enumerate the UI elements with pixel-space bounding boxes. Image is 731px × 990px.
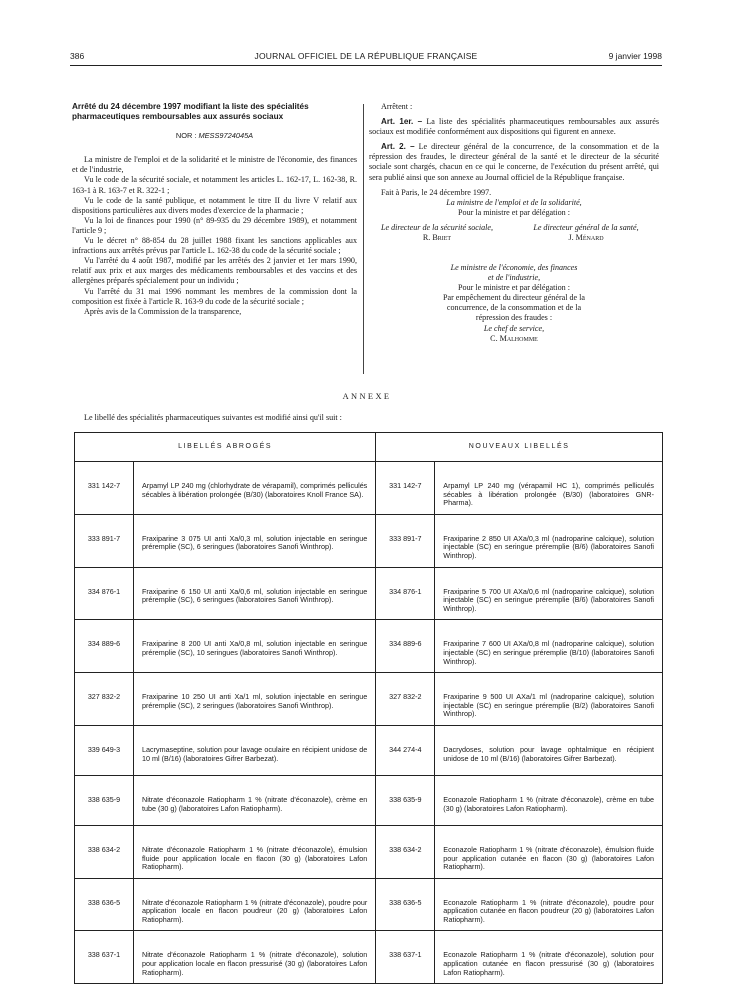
- pour-ministre-2: Pour le ministre et par délégation :: [458, 283, 570, 293]
- col-header-new: NOUVEAUX LIBELLÉS: [376, 433, 663, 462]
- old-code-cell: 338 636-5: [75, 878, 134, 931]
- paragraph: Vu l'arrêté du 31 mai 1996 nommant les membres de la commission dont la composition est fixée à l'article R. 163-9 du code de la sécurité sociale ;: [72, 286, 357, 306]
- new-label-cell: Fraxiparine 2 850 UI AXa/0,3 ml (nadroparine calcique), solution injectable (SC) en seringue préremplie (B/6) (laboratoires Sanofi Winthrop).: [435, 514, 663, 567]
- ministre-emploi: La ministre de l'emploi et de la solidarité,: [446, 197, 582, 207]
- dir-secu-name: R. Briet: [422, 233, 452, 243]
- new-label-cell: Econazole Ratiopharm 1 % (nitrate d'éconazole), solution pour application cutanée en flacon pressurisé (30 g) (laboratoires Lafon Ratiopharm).: [435, 931, 663, 984]
- old-label-cell: Lacrymaseptine, solution pour lavage oculaire en récipient unidose de 10 ml (B/16) (laboratoires Gifrer Barbezat).: [134, 725, 376, 775]
- old-code-cell: 327 832-2: [75, 673, 134, 726]
- paragraph: Vu le code de la sécurité sociale, et notamment les articles L. 162-17, L. 162-38, R. 163-1 à R. 163-7 et R. 322-1 ;: [72, 175, 357, 195]
- old-label-cell: Fraxiparine 10 250 UI anti Xa/1 ml, solution injectable en seringue préremplie (SC), 2 seringues (laboratoires Sanofi Winthrop).: [134, 673, 376, 726]
- signature-sante: [521, 223, 651, 243]
- old-code-cell: 338 635-9: [75, 775, 134, 825]
- table-row: [75, 825, 663, 878]
- table-row: [75, 931, 663, 984]
- old-label-cell: Nitrate d'éconazole Ratiopharm 1 % (nitrate d'éconazole), crème en tube (30 g) (laboratoires Lafon Ratiopharm).: [134, 775, 376, 825]
- old-label-cell: Nitrate d'éconazole Ratiopharm 1 % (nitrate d'éconazole), solution pour application locale en flacon pressurisé (30 g) (laboratoires Lafon Ratiopharm).: [134, 931, 376, 984]
- pour-ministre: Pour la ministre et par délégation :: [458, 207, 570, 217]
- dir-sante-name: J. Ménard: [568, 233, 604, 243]
- nor-label: NOR :: [175, 131, 197, 141]
- table-row: [75, 878, 663, 931]
- chef-name: C. Malhomme: [490, 333, 538, 343]
- table-row: [75, 725, 663, 775]
- left-column: [72, 102, 357, 317]
- signature-secu: [377, 223, 497, 243]
- new-code-cell: 338 634-2: [376, 825, 435, 878]
- new-label-cell: Fraxiparine 5 700 UI AXa/0,6 ml (nadroparine calcique), solution injectable (SC) en seringue préremplie (B/6) (laboratoires Sanofi Winthrop).: [435, 567, 663, 620]
- table-row: [75, 620, 663, 673]
- table-row: [75, 567, 663, 620]
- header-rule: [70, 65, 662, 66]
- table-row: [75, 514, 663, 567]
- new-label-cell: Econazole Ratiopharm 1 % (nitrate d'éconazole), poudre pour application cutanée en flacon poudreur (20 g) (laboratoires Lafon Ratiopharm).: [435, 878, 663, 931]
- new-label-cell: Econazole Ratiopharm 1 % (nitrate d'éconazole), émulsion fluide pour application cutanée en flacon (30 g) (laboratoires Lafon Ratiopharm).: [435, 825, 663, 878]
- annexe-intro: Le libellé des spécialités pharmaceutiques suivantes est modifié ainsi qu'il suit :: [84, 413, 342, 422]
- old-label-cell: Fraxiparine 3 075 UI anti Xa/0,3 ml, solution injectable en seringue préremplie (SC), 6 seringues (laboratoires Sanofi Winthrop).: [134, 514, 376, 567]
- paragraph: Vu le code de la santé publique, et notamment le titre II du livre V relatif aux dispositions particulières aux divers modes d'exercice de la pharmacie ;: [72, 195, 357, 215]
- dir-sante-title: Le directeur général de la santé,: [533, 222, 639, 232]
- new-label-cell: Dacrydoses, solution pour lavage ophtalmique en récipient unidose de 10 ml (B/16) (laboratoires Gifrer Barbezat).: [435, 725, 663, 775]
- new-code-cell: 331 142-7: [376, 462, 435, 515]
- annexe-table: [74, 432, 663, 984]
- old-code-cell: 338 634-2: [75, 825, 134, 878]
- paragraph: Vu le décret n° 88-854 du 28 juillet 1988 fixant les sanctions applicables aux infractions aux arrêtés prévus par l'article L. 162-38 du code de la sécurité sociale ;: [72, 236, 357, 256]
- old-code-cell: 334 876-1: [75, 567, 134, 620]
- old-label-cell: Fraxiparine 6 150 UI anti Xa/0,6 ml, solution injectable en seringue préremplie (SC), 6 seringues (laboratoires Sanofi Winthrop).: [134, 567, 376, 620]
- decree-title: Arrêté du 24 décembre 1997 modifiant la liste des spécialités pharmaceutiques remboursables aux assurés sociaux: [72, 102, 309, 121]
- dir-secu-title: Le directeur de la sécurité sociale,: [380, 222, 494, 232]
- article-2: [369, 142, 659, 182]
- old-label-cell: Nitrate d'éconazole Ratiopharm 1 % (nitrate d'éconazole), poudre pour application locale en flacon poudreur (20 g) (laboratoires Lafon Ratiopharm).: [134, 878, 376, 931]
- old-code-cell: 334 889-6: [75, 620, 134, 673]
- new-code-cell: 334 876-1: [376, 567, 435, 620]
- empechement: Par empêchement du directeur général de la concurrence, de la consommation et de la répression des fraudes :: [442, 293, 586, 323]
- col-header-old: LIBELLÉS ABROGÉS: [75, 433, 376, 462]
- article-1: [369, 117, 659, 137]
- column-divider: [363, 104, 364, 374]
- old-label-cell: Nitrate d'éconazole Ratiopharm 1 % (nitrate d'éconazole), émulsion fluide pour application locale en flacon (30 g) (laboratoires Lafon Ratiopharm).: [134, 825, 376, 878]
- paragraph: Après avis de la Commission de la transparence,: [84, 306, 242, 316]
- arretent: Arrêtent :: [381, 102, 413, 111]
- signature-block: [369, 223, 659, 263]
- old-code-cell: 333 891-7: [75, 514, 134, 567]
- table-row: [75, 462, 663, 515]
- ministre-eco: Le ministre de l'économie, des finances et de l'industrie,: [450, 262, 578, 283]
- paragraph: Vu l'arrêté du 4 août 1987, modifié par les arrêtés des 2 janvier et 1er mars 1990, relatif aux prix et aux marges des médicaments remboursables et des vaccins et des allergènes préparés spécialement pour un individu ;: [72, 256, 357, 286]
- article-2-label: Art. 2. –: [381, 142, 415, 152]
- article-2-text: Le directeur général de la concurrence, de la consommation et de la répression des fraudes, le directeur général de la santé et le directeur de la sécurité sociale sont chargés, chacun en ce qui le concerne, de l'exécution du présent arrêté, qui sera publié ainsi que son annexe au Journal officiel de la République française.: [369, 142, 659, 182]
- new-code-cell: 338 637-1: [376, 931, 435, 984]
- table-row: [75, 775, 663, 825]
- table-row: [75, 673, 663, 726]
- new-label-cell: Econazole Ratiopharm 1 % (nitrate d'éconazole), crème en tube (30 g) (laboratoires Lafon Ratiopharm).: [435, 775, 663, 825]
- annexe-title: ANNEXE: [342, 392, 392, 401]
- nor-value: MESS9724045A: [198, 131, 254, 141]
- page-number: 386: [70, 51, 85, 61]
- new-code-cell: 334 889-6: [376, 620, 435, 673]
- old-label-cell: Arpamyl LP 240 mg (chlorhydrate de vérapamil), comprimés pelliculés sécables à libération prolongée (B/30) (laboratoires Knoll France SA).: [134, 462, 376, 515]
- new-code-cell: 338 636-5: [376, 878, 435, 931]
- right-column: [369, 102, 659, 344]
- page-header: [70, 51, 662, 65]
- article-1-label: Art. 1er. –: [381, 117, 423, 127]
- new-code-cell: 338 635-9: [376, 775, 435, 825]
- old-code-cell: 338 637-1: [75, 931, 134, 984]
- nor-line: [72, 131, 357, 141]
- old-code-cell: 331 142-7: [75, 462, 134, 515]
- new-label-cell: Fraxiparine 7 600 UI AXa/0,8 ml (nadroparine calcique), solution injectable (SC) en seringue préremplie (B/10) (laboratoires Sanofi Winthrop).: [435, 620, 663, 673]
- journal-title: JOURNAL OFFICIEL DE LA RÉPUBLIQUE FRANÇAISE: [254, 51, 478, 61]
- new-label-cell: Fraxiparine 9 500 UI AXa/1 ml (nadroparine calcique), solution injectable (SC) en seringue préremplie (B/2) (laboratoires Sanofi Winthrop).: [435, 673, 663, 726]
- chef-title: Le chef de service,: [483, 323, 545, 333]
- paragraph: Vu la loi de finances pour 1990 (n° 89-935 du 29 décembre 1989), et notamment l'article 9 ;: [72, 215, 357, 235]
- fait-line: Fait à Paris, le 24 décembre 1997.: [381, 187, 492, 197]
- old-code-cell: 339 649-3: [75, 725, 134, 775]
- issue-date: 9 janvier 1998: [608, 51, 662, 61]
- article-1-text: La liste des spécialités pharmaceutiques remboursables aux assurés sociaux est modifiée conformément aux dispositions qui figurent en annexe.: [369, 117, 659, 137]
- new-code-cell: 344 274-4: [376, 725, 435, 775]
- new-code-cell: 327 832-2: [376, 673, 435, 726]
- new-code-cell: 333 891-7: [376, 514, 435, 567]
- new-label-cell: Arpamyl LP 240 mg (vérapamil HC 1), comprimés pelliculés sécables à libération prolongée (B/30) (laboratoires GNR-Pharma).: [435, 462, 663, 515]
- paragraph: La ministre de l'emploi et de la solidarité et le ministre de l'économie, des finances et de l'industrie,: [72, 155, 357, 175]
- old-label-cell: Fraxiparine 8 200 UI anti Xa/0,8 ml, solution injectable en seringue préremplie (SC), 10 seringues (laboratoires Sanofi Winthrop).: [134, 620, 376, 673]
